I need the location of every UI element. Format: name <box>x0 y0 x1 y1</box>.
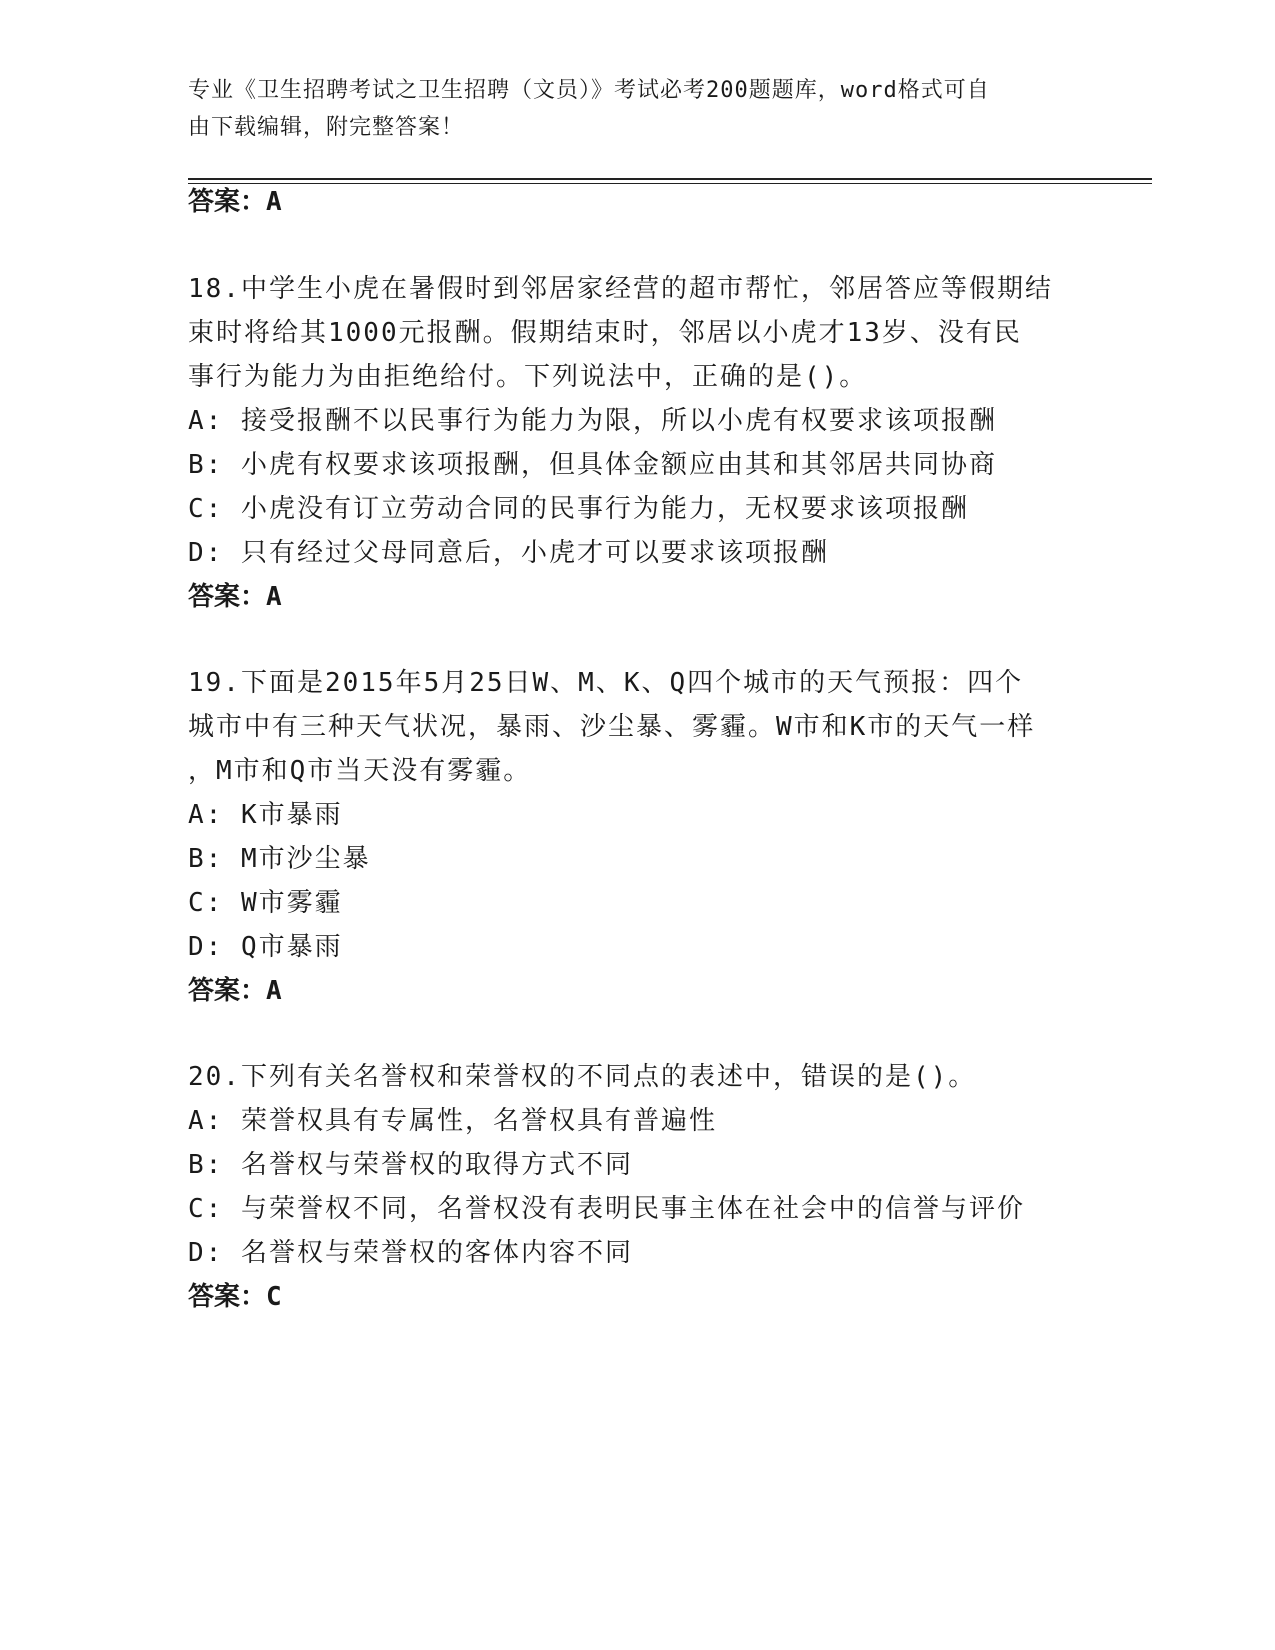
q19-stem-line-1: 19.下面是2015年5月25日W、M、K、Q四个城市的天气预报：四个 <box>188 668 1024 698</box>
q18-option-d: D: 只有经过父母同意后，小虎才可以要求该项报酬 <box>188 538 829 568</box>
q18-stem-line-1: 18.中学生小虎在暑假时到邻居家经营的超市帮忙，邻居答应等假期结 <box>188 274 1053 304</box>
header-divider-thick <box>188 178 1152 180</box>
q18-option-a: A: 接受报酬不以民事行为能力为限，所以小虎有权要求该项报酬 <box>188 406 997 436</box>
q19-answer: 答案：A <box>188 976 282 1006</box>
q19-option-d: D: Q市暴雨 <box>188 932 343 962</box>
q18-option-b: B: 小虎有权要求该项报酬，但具体金额应由其和其邻居共同协商 <box>188 450 997 480</box>
q20-option-a: A: 荣誉权具有专属性，名誉权具有普遍性 <box>188 1106 717 1136</box>
q19-option-b: B: M市沙尘暴 <box>188 844 371 874</box>
document-header <box>188 72 1078 146</box>
previous-answer: 答案：A <box>188 187 282 217</box>
q18-option-c: C: 小虎没有订立劳动合同的民事行为能力，无权要求该项报酬 <box>188 494 969 524</box>
q20-option-b: B: 名誉权与荣誉权的取得方式不同 <box>188 1150 633 1180</box>
q20-stem-line-1: 20.下列有关名誉权和荣誉权的不同点的表述中，错误的是()。 <box>188 1062 977 1092</box>
q18-stem-line-2: 束时将给其1000元报酬。假期结束时，邻居以小虎才13岁、没有民 <box>188 318 1022 348</box>
q18-answer: 答案：A <box>188 582 282 612</box>
q19-stem-line-3: ，M市和Q市当天没有雾霾。 <box>188 756 532 786</box>
q18-stem-line-3: 事行为能力为由拒绝给付。下列说法中，正确的是()。 <box>188 362 868 392</box>
header-divider-thin <box>188 183 1152 184</box>
q19-option-a: A: K市暴雨 <box>188 800 343 830</box>
header-line-1: 专业《卫生招聘考试之卫生招聘（文员）》考试必考200题题库，word格式可自 <box>188 78 990 103</box>
q20-option-d: D: 名誉权与荣誉权的客体内容不同 <box>188 1238 633 1268</box>
q19-option-c: C: W市雾霾 <box>188 888 343 918</box>
q19-stem-line-2: 城市中有三种天气状况，暴雨、沙尘暴、雾霾。W市和K市的天气一样 <box>188 712 1036 742</box>
q20-answer: 答案：C <box>188 1282 282 1312</box>
header-line-2: 由下载编辑，附完整答案！ <box>188 115 465 140</box>
q20-option-c: C: 与荣誉权不同，名誉权没有表明民事主体在社会中的信誉与评价 <box>188 1194 1025 1224</box>
